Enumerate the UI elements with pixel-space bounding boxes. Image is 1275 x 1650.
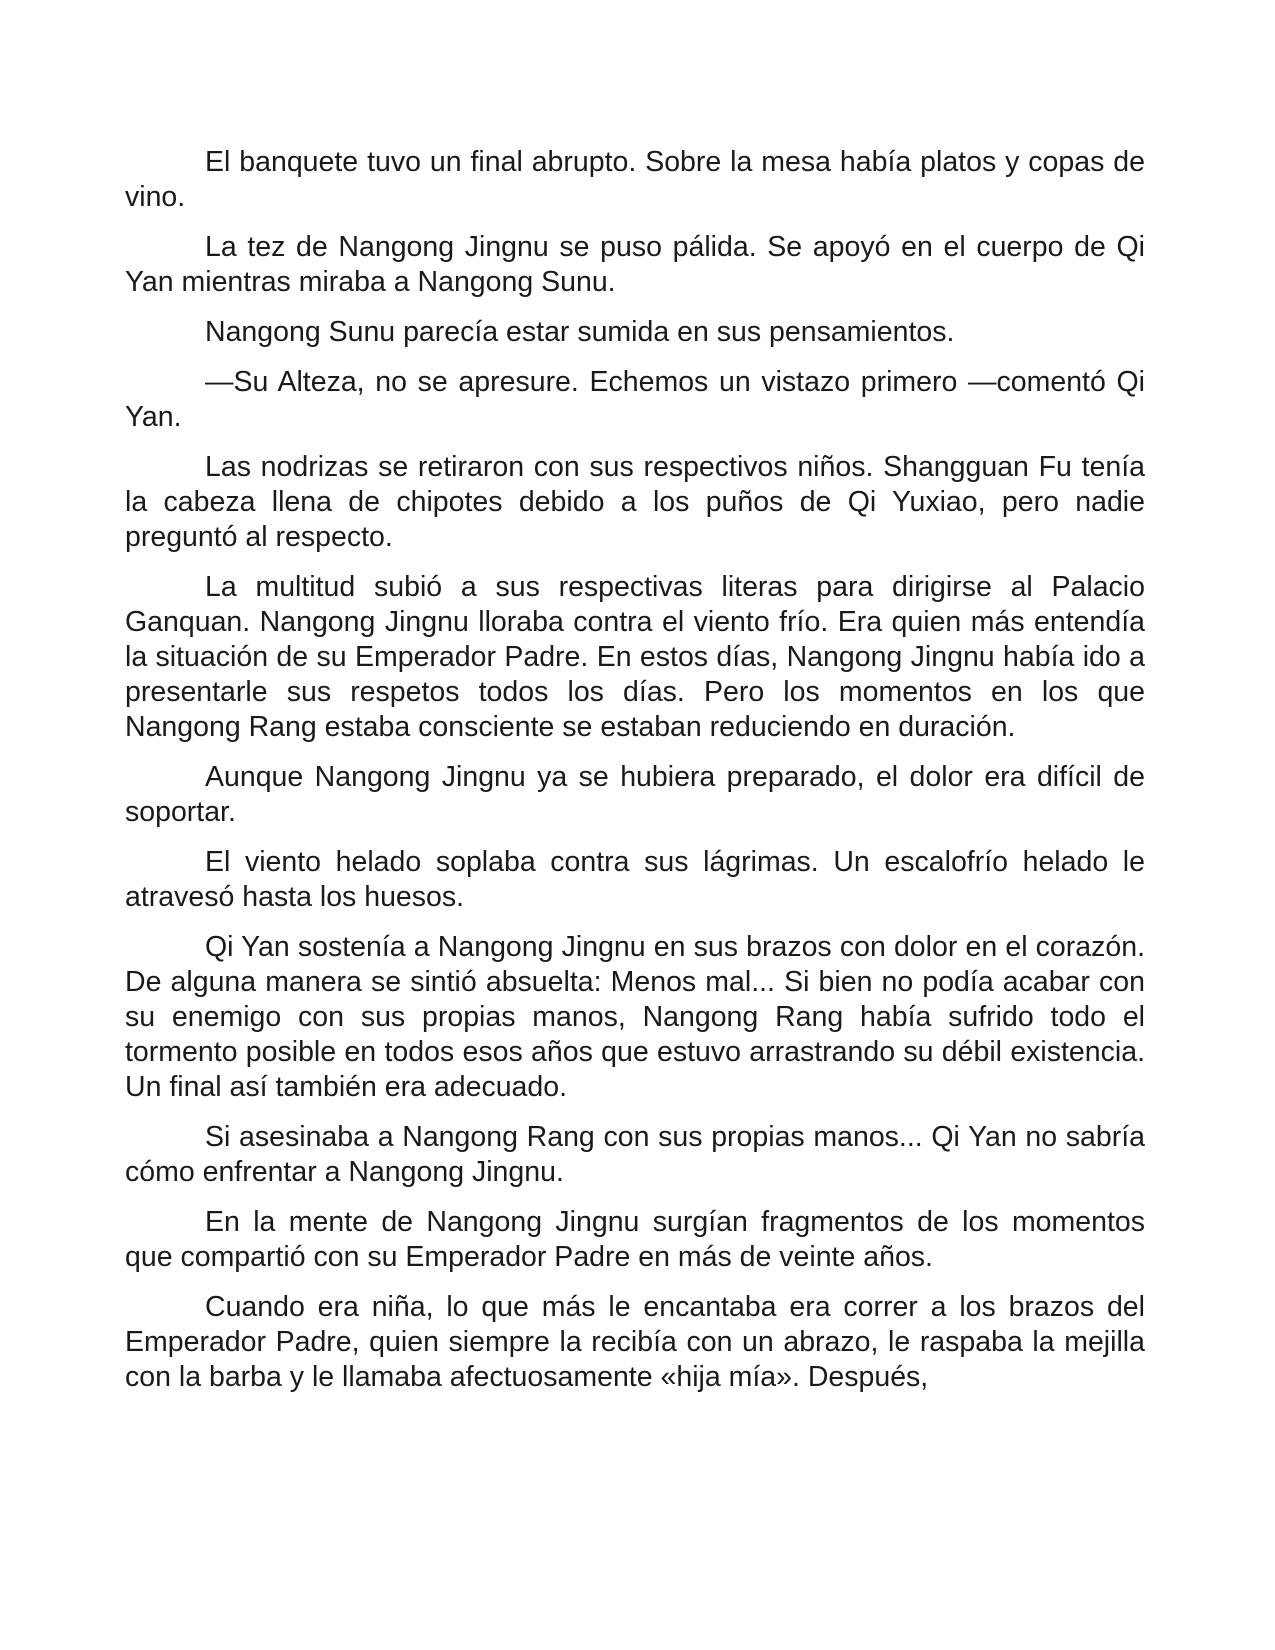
paragraph: La tez de Nangong Jingnu se puso pálida. Se apoyó en el cuerpo de Qi Yan mientras miraba a Nangong Sunu. [125,231,1145,298]
paragraph: La multitud subió a sus respectivas literas para dirigirse al Palacio Ganquan. Nangong Jingnu lloraba contra el viento frío. Era quien más entendía la situación de su Emperador Padre. En estos días, Nangong Jingnu había ido a presentarle sus respetos todos los días. Pero los momentos en los que Nangong Rang estaba consciente se estaban reduciendo en duración. [125,571,1145,743]
paragraph: El banquete tuvo un final abrupto. Sobre la mesa había platos y copas de vino. [125,146,1145,213]
paragraph: Nangong Sunu parecía estar sumida en sus pensamientos. [205,316,955,348]
paragraph: El viento helado soplaba contra sus lágrimas. Un escalofrío helado le atravesó hasta los huesos. [125,846,1145,913]
paragraph: Qi Yan sostenía a Nangong Jingnu en sus brazos con dolor en el corazón. De alguna manera se sintió absuelta: Menos mal... Si bien no podía acabar con su enemigo con sus propias manos, Nangong Rang había sufrido todo el tormento posible en todos esos años que estuvo arrastrando su débil existencia. Un final así también era adecuado. [125,931,1145,1103]
paragraph: —Su Alteza, no se apresure. Echemos un vistazo primero —comentó Qi Yan. [125,366,1145,433]
paragraph: Si asesinaba a Nangong Rang con sus propias manos... Qi Yan no sabría cómo enfrentar a Nangong Jingnu. [125,1121,1145,1188]
paragraph: En la mente de Nangong Jingnu surgían fragmentos de los momentos que compartió con su Emperador Padre en más de veinte años. [125,1206,1145,1273]
paragraph: Las nodrizas se retiraron con sus respectivos niños. Shangguan Fu tenía la cabeza llena de chipotes debido a los puños de Qi Yuxiao, pero nadie preguntó al respecto. [125,451,1145,553]
paragraph: Cuando era niña, lo que más le encantaba era correr a los brazos del Emperador Padre, quien siempre la recibía con un abrazo, le raspaba la mejilla con la barba y le llamaba afectuosamente «hija mía». Después, [125,1291,1145,1393]
text-body [125,145,1145,1410]
paragraph: Aunque Nangong Jingnu ya se hubiera preparado, el dolor era difícil de soportar. [125,761,1145,828]
